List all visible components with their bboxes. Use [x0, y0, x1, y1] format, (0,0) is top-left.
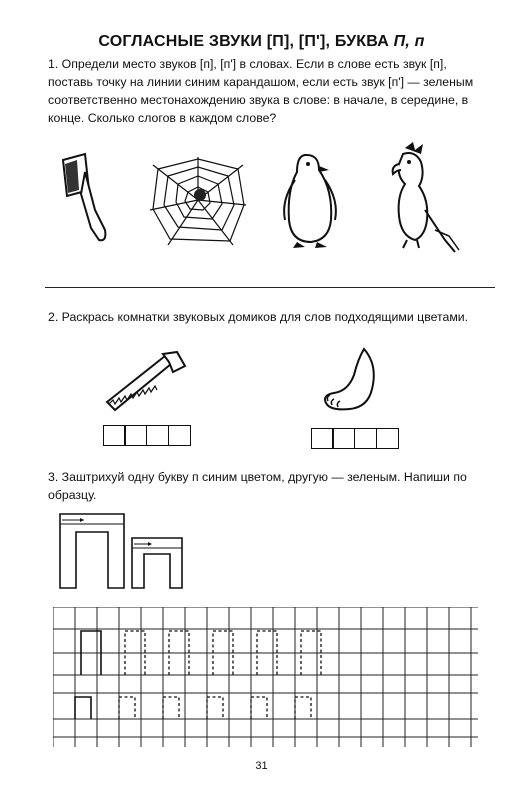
sound-box[interactable] — [103, 425, 126, 446]
letter-p-large[interactable] — [58, 512, 128, 592]
title-main: СОГЛАСНЫЕ ЗВУКИ [П], [П'], БУКВА — [98, 33, 389, 50]
spider-web-picture — [148, 155, 248, 250]
task2-instructions: 2. Раскрась комнатки звуковых домиков для слов подходящими цветами. — [48, 310, 469, 324]
writing-practice-grid[interactable] — [53, 607, 478, 747]
sound-box[interactable] — [311, 428, 334, 449]
sound-house-saw[interactable] — [104, 425, 191, 446]
parrot-picture — [385, 140, 470, 255]
penguin-picture — [275, 150, 345, 250]
title-letters: П, п — [393, 33, 425, 50]
sound-box[interactable] — [354, 428, 377, 449]
letter-p-small[interactable] — [130, 536, 186, 592]
paw-picture — [320, 345, 390, 415]
answer-line — [45, 287, 495, 288]
sound-box[interactable] — [124, 425, 147, 446]
page-number: 31 — [255, 760, 268, 772]
sound-box[interactable] — [376, 428, 399, 449]
sound-box[interactable] — [168, 425, 191, 446]
axe-picture — [55, 150, 115, 250]
task1-instructions: 1. Определи место звуков [п], [п'] в словах. Если в слове есть звук [п], поставь точку на линии синим карандашом, если есть звук [п'] — зеленым соответственно местонахождению звука в слове: в начале, в середине, в конце. Сколько слогов в каждом слове? — [48, 57, 474, 125]
sound-house-paw[interactable] — [312, 428, 399, 449]
sound-box[interactable] — [146, 425, 169, 446]
sound-box[interactable] — [332, 428, 355, 449]
page-title — [0, 33, 523, 51]
saw-picture — [103, 348, 188, 413]
task3-instructions: 3. Заштрихуй одну букву п синим цветом, другую — зеленым. Напиши по образцу. — [48, 470, 467, 502]
